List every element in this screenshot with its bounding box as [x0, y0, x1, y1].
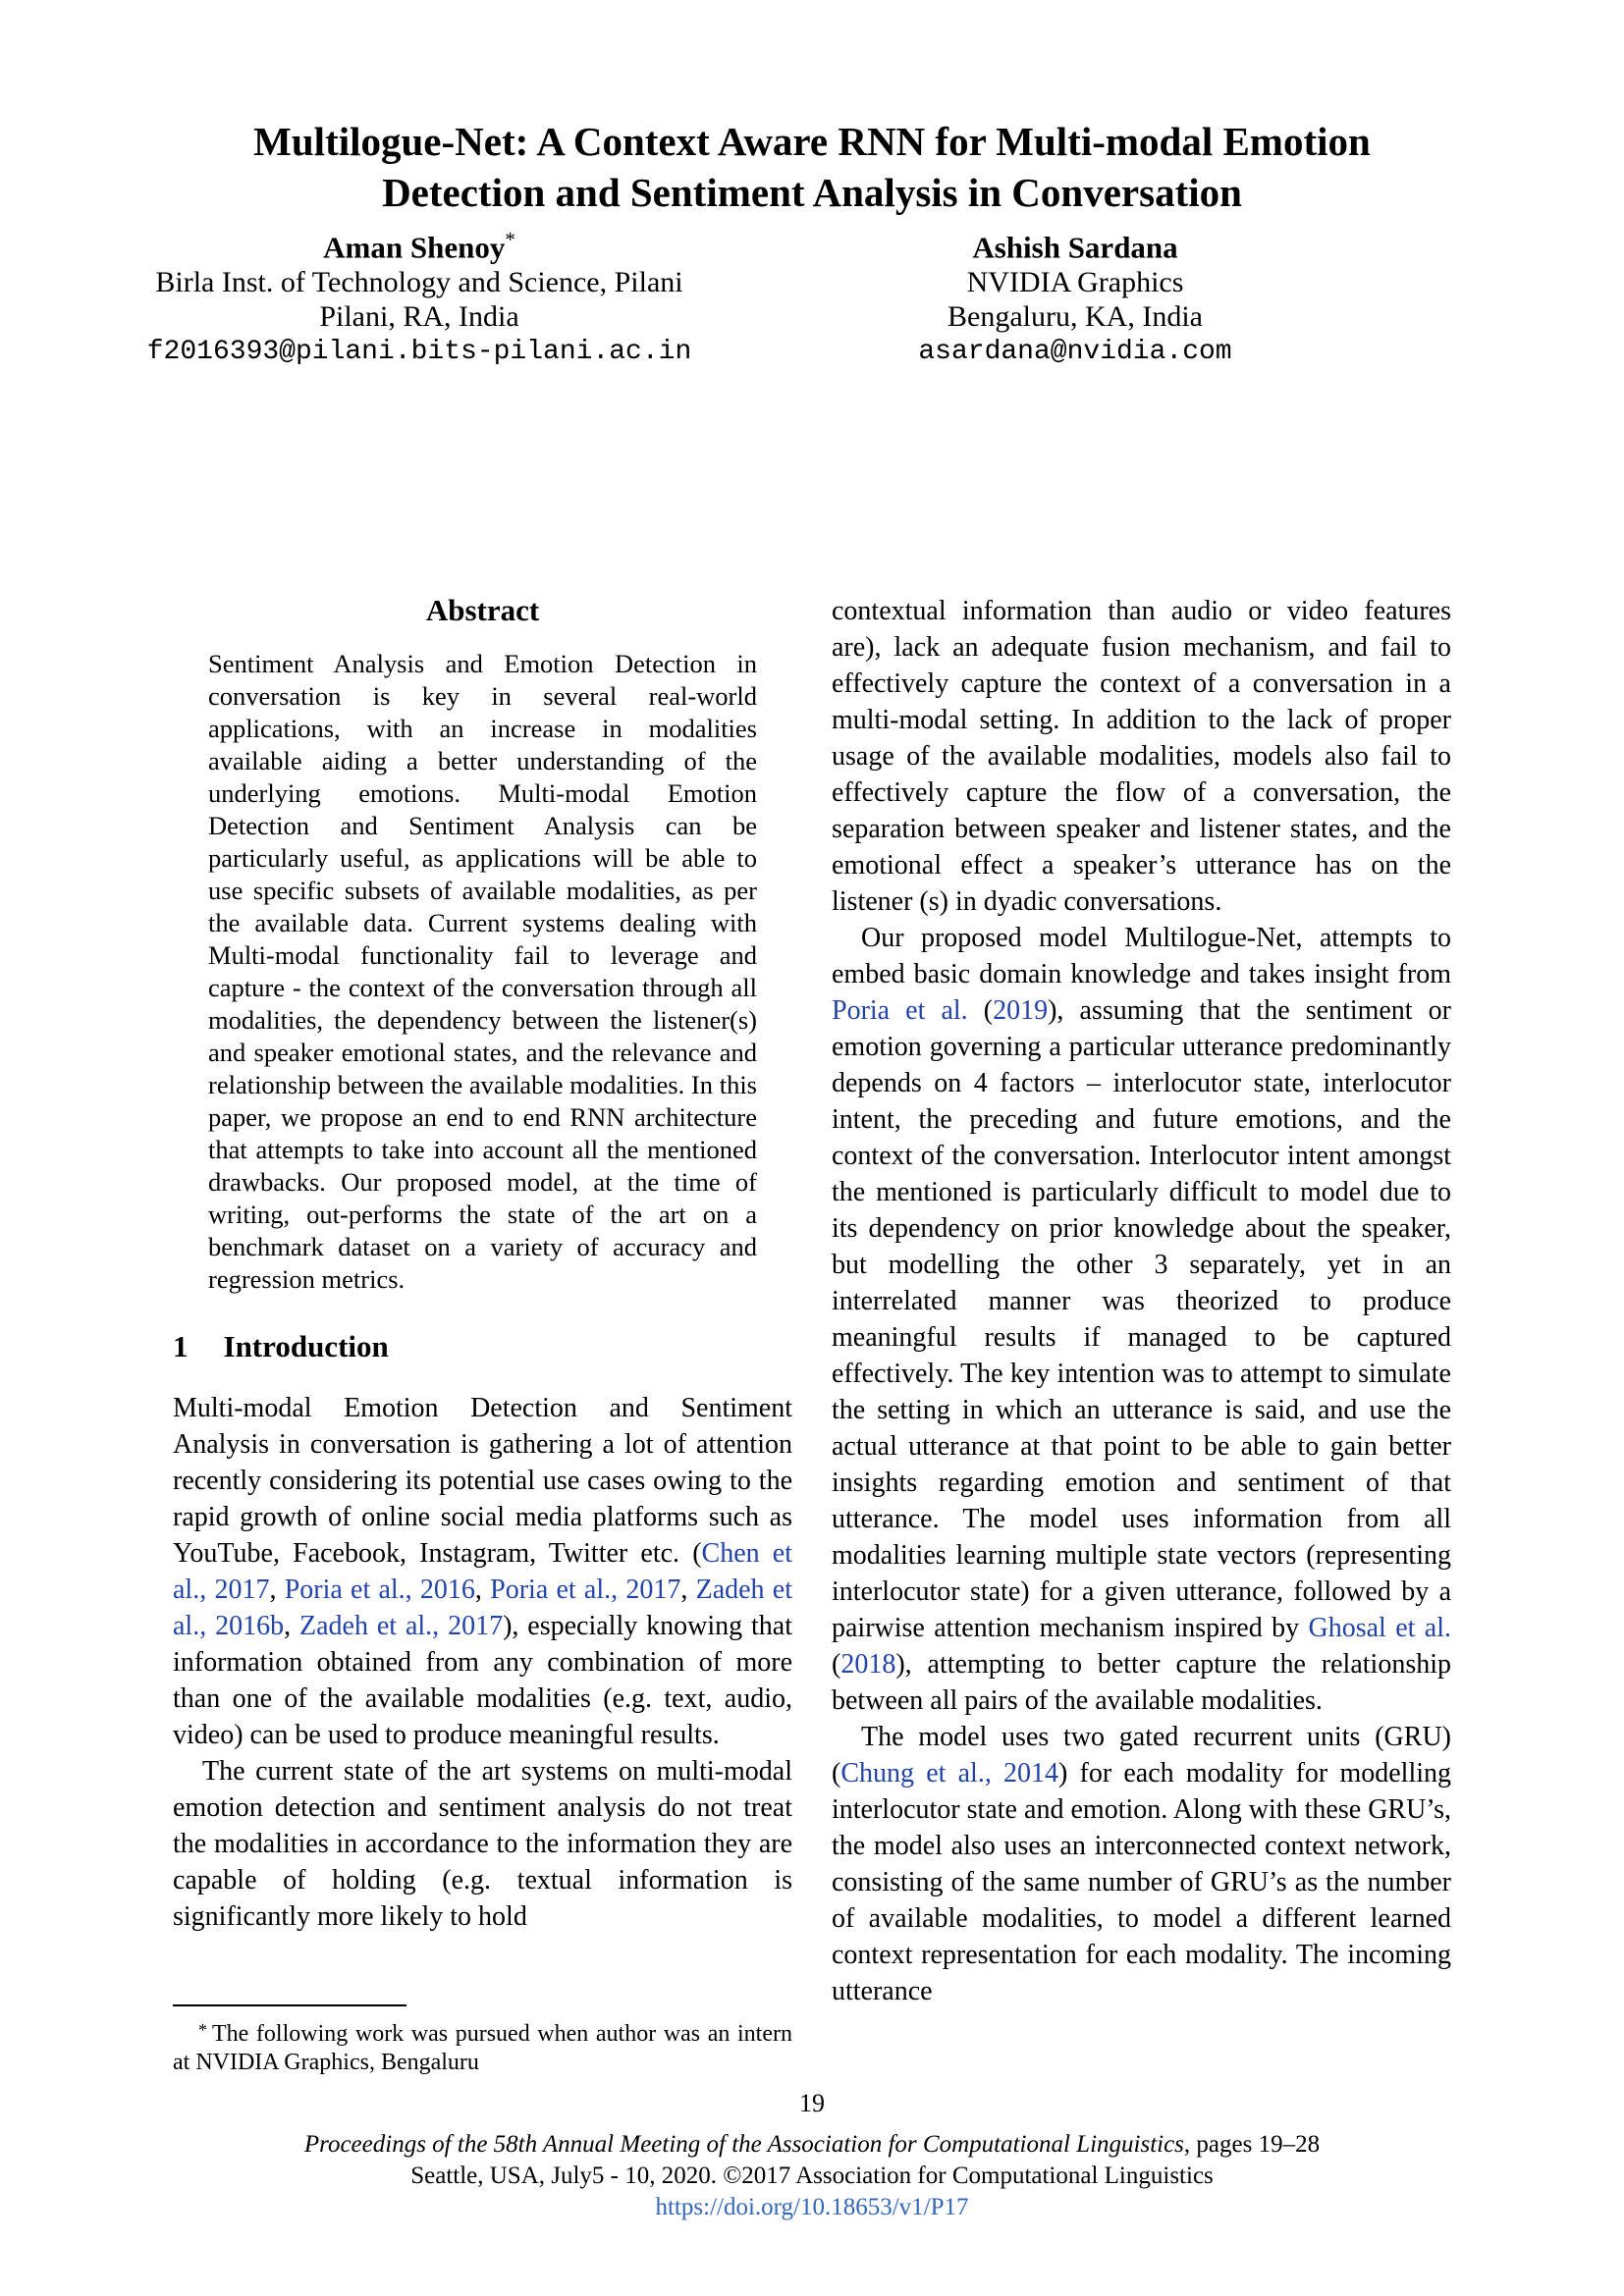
citation-link[interactable]: Ghosal et al. — [1308, 1613, 1451, 1643]
citation-link[interactable]: Zadeh et al., 2016b — [173, 1575, 792, 1641]
citation-link[interactable]: 2019 — [993, 995, 1049, 1026]
author-location: Pilani, RA, India — [319, 300, 519, 334]
author-block-sardana — [830, 222, 1321, 370]
footer-doi-link[interactable]: https://doi.org/10.18653/v1/P17 — [655, 2194, 969, 2220]
footnote-body: The following work was pursued when author was an intern at NVIDIA Graphics, Bengaluru — [173, 2021, 792, 2075]
footer-proceedings-title: Proceedings of the 58th Annual Meeting of the Association for Computational Linguistics — [303, 2131, 1184, 2158]
author-affiliation: NVIDIA Graphics — [966, 266, 1184, 299]
text-segment: ), assuming that the sentiment or emotion governing a particular utterance predominantly depends on 4 factors – interlocutor state, interlocutor intent, the preceding and future emotions, and the context of the conversation. Interlocutor intent amongst the mentioned is particularly difficult to model due to its dependency on prior knowledge about the speaker, but modelling the other 3 separately, yet in an interrelated manner was theorized to produce meaningful results if managed to be captured effectively. The key intention was to attempt to simulate the setting in which an utterance is said, and use the actual utterance at that point to be able to gain better insights regarding emotion and sentiment of that utterance. The model uses information from all modalities learning multiple state vectors (representing interlocutor state) for a given utterance, followed by a pairwise attention mechanism inspired by — [832, 995, 1451, 1643]
author-thanks-mark: * — [505, 228, 515, 251]
author-email: asardana@nvidia.com — [918, 337, 1232, 368]
right-column — [832, 593, 1451, 2009]
introduction-body-right — [832, 593, 1451, 2009]
footnote — [173, 2004, 792, 2077]
citation-link[interactable]: Poria et al. — [832, 995, 968, 1026]
text-segment: ), attempting to better capture the relationship between all pairs of the available modalities. — [832, 1649, 1451, 1716]
author-name — [830, 222, 1321, 265]
text-segment: ( — [832, 1649, 841, 1680]
footer-proceedings-pages: , pages 19–28 — [1183, 2131, 1321, 2158]
text-segment: Our proposed model Multilogue-Net, attempts to embed basic domain knowledge and takes insight from — [832, 923, 1451, 989]
text-segment: , — [680, 1575, 696, 1605]
paragraph — [832, 920, 1451, 1719]
paragraph — [832, 1719, 1451, 2009]
title-block — [0, 116, 1624, 218]
left-column — [173, 593, 792, 1935]
section-heading-introduction — [173, 1329, 792, 1364]
footnote-mark: * — [198, 2020, 207, 2040]
footer-page-number: 19 — [799, 2089, 825, 2117]
text-segment: Multi-modal Emotion Detection and Sentiment Analysis in conversation is gathering a lot of attention recently considering its potential use cases owing to the rapid growth of online social media platforms such as YouTube, Facebook, Instagram, Twitter etc. ( — [173, 1393, 792, 1569]
text-segment: ( — [967, 995, 994, 1026]
abstract-heading: Abstract — [425, 593, 540, 627]
text-segment: , — [284, 1611, 300, 1641]
text-segment: , — [474, 1575, 491, 1605]
paper-title — [0, 116, 1624, 218]
footer-proceedings-line — [0, 2130, 1624, 2160]
citation-link[interactable]: Zadeh et al., 2017 — [299, 1611, 504, 1641]
text-segment: contextual information than audio or video features are), lack an adequate fusion mechanism, and fail to effectively capture the context of a conversation in a multi-modal setting. In addition to the lack of proper usage of the available modalities, models also fail to effectively capture the flow of a conversation, the separation between speaker and listener states, and the emotional effect a speaker’s utterance has on the listener (s) in dyadic conversations. — [832, 596, 1451, 917]
text-segment: ), especially knowing that information obtained from any combination of more than one of the available modalities (e.g. text, audio, video) can be used to produce meaningful results. — [173, 1611, 793, 1750]
paragraph — [173, 1390, 792, 1753]
text-segment: The model uses two gated recurrent units (GRU) ( — [832, 1722, 1451, 1789]
text-segment: The current state of the art systems on multi-modal emotion detection and sentiment analysis do not treat the modalities in accordance to the information they are capable of holding (e.g. textual information is significantly more likely to hold — [173, 1756, 792, 1932]
author-name-text: Aman Shenoy — [323, 230, 506, 265]
author-email: f2016393@pilani.bits-pilani.ac.in — [146, 337, 692, 368]
author-name-text: Ashish Sardana — [972, 230, 1178, 265]
footer-doi-container — [0, 2193, 1624, 2222]
section-number: 1 — [173, 1329, 189, 1363]
author-affiliation: Birla Inst. of Technology and Science, Pilani — [155, 266, 683, 299]
text-segment: , — [269, 1575, 285, 1605]
author-name — [125, 222, 714, 265]
paragraph — [832, 593, 1451, 920]
paper-title-line-2: Detection and Sentiment Analysis in Conversation — [382, 170, 1242, 215]
author-block-shenoy — [125, 222, 714, 370]
author-location: Bengaluru, KA, India — [947, 300, 1203, 334]
citation-link[interactable]: 2018 — [840, 1649, 896, 1680]
abstract-text: Sentiment Analysis and Emotion Detection in conversation is key in several real-world applications, with an increase in modalities available aiding a better understanding of the underlying emotions. Multi-modal Emotion Detection and Sentiment Analysis can be particularly useful, as applications will be able to use specific subsets of available modalities, as per the available data. Current systems dealing with Multi-modal functionality fail to leverage and capture - the context of the conversation through all modalities, the dependency between the listener(s) and speaker emotional states, and the relevance and relationship between the available modalities. In this paper, we propose an end to end RNN architecture that attempts to take into account all the mentioned drawbacks. Our proposed model, at the time of writing, out-performs the state of the art on a benchmark dataset on a variety of accuracy and regression metrics. — [208, 649, 757, 1294]
text-segment: ) for each modality for modelling interlocutor state and emotion. Along with these GRU’s, the model also uses an interconnected context network, consisting of the same number of GRU’s as the number of available modalities, to model a different learned context representation for each modality. The incoming utterance — [832, 1758, 1451, 2006]
footer-venue-line: Seattle, USA, July5 - 10, 2020. ©2017 Association for Computational Linguistics — [410, 2163, 1214, 2189]
footnote-text — [173, 2016, 792, 2077]
section-title: Introduction — [223, 1329, 389, 1363]
citation-link[interactable]: Poria et al., 2017 — [490, 1575, 681, 1605]
paragraph — [173, 1753, 792, 1935]
citation-link[interactable]: Poria et al., 2016 — [284, 1575, 475, 1605]
citation-link[interactable]: Chung et al., 2014 — [840, 1758, 1059, 1789]
citation-link[interactable]: Chen et al., 2017 — [173, 1538, 792, 1605]
paper-title-line-1: Multilogue-Net: A Context Aware RNN for Multi-modal Emotion — [253, 119, 1371, 164]
introduction-body-left — [173, 1390, 792, 1935]
